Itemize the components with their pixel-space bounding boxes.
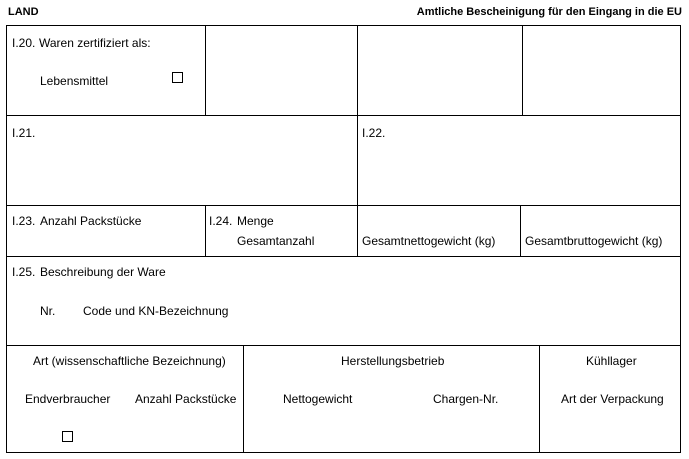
row-divider-1: [6, 115, 681, 116]
box-i22-number: I.22.: [362, 126, 386, 140]
end-consumer-checkbox[interactable]: [62, 431, 73, 442]
box-i23-label: Anzahl Packstücke: [40, 214, 142, 228]
box-i25-number: I.25.: [12, 265, 36, 279]
species-label: Art (wissenschaftliche Bezeichnung): [33, 354, 226, 368]
col-divider-r1-a: [205, 25, 206, 115]
packaging-type-label: Art der Verpackung: [561, 392, 664, 406]
country-header: LAND: [8, 6, 39, 18]
col-divider-r3-b: [357, 205, 358, 256]
box-i23-number: I.23.: [12, 214, 36, 228]
col-divider-r5-b: [539, 345, 540, 453]
box-i20-label: Waren zertifiziert als:: [39, 36, 151, 50]
batch-number-label: Chargen-Nr.: [433, 392, 499, 406]
box-i24-label: Menge: [237, 214, 274, 228]
row-divider-4: [6, 345, 681, 346]
column-code-label: Code und KN-Bezeichnung: [83, 304, 229, 318]
column-nr-label: Nr.: [40, 304, 56, 318]
food-checkbox[interactable]: [172, 72, 183, 83]
box-i20-number: I.20.: [12, 36, 36, 50]
total-gross-weight-label: Gesamtbruttogewicht (kg): [525, 234, 663, 248]
total-net-weight-label: Gesamtnettogewicht (kg): [362, 234, 496, 248]
box-i25-label: Beschreibung der Ware: [40, 265, 166, 279]
col-divider-r2: [357, 115, 358, 205]
packages-label: Anzahl Packstücke: [135, 392, 237, 406]
certificate-title: Amtliche Bescheinigung für den Eingang in die EU: [416, 6, 682, 18]
box-i21-number: I.21.: [12, 126, 36, 140]
col-divider-r1-c: [522, 25, 523, 115]
col-divider-r3-a: [205, 205, 206, 256]
cold-store-label: Kühllager: [586, 354, 637, 368]
col-divider-r1-b: [357, 25, 358, 115]
food-option-label: Lebensmittel: [40, 74, 109, 88]
row-divider-2: [6, 205, 681, 206]
total-count-label: Gesamtanzahl: [237, 234, 315, 248]
net-weight-label: Nettogewicht: [283, 392, 353, 406]
col-divider-r3-c: [520, 205, 521, 256]
plant-label: Herstellungsbetrieb: [341, 354, 445, 368]
col-divider-r5-a: [243, 345, 244, 453]
box-i24-number: I.24.: [209, 214, 233, 228]
row-divider-3: [6, 256, 681, 257]
end-consumer-label: Endverbraucher: [25, 392, 111, 406]
